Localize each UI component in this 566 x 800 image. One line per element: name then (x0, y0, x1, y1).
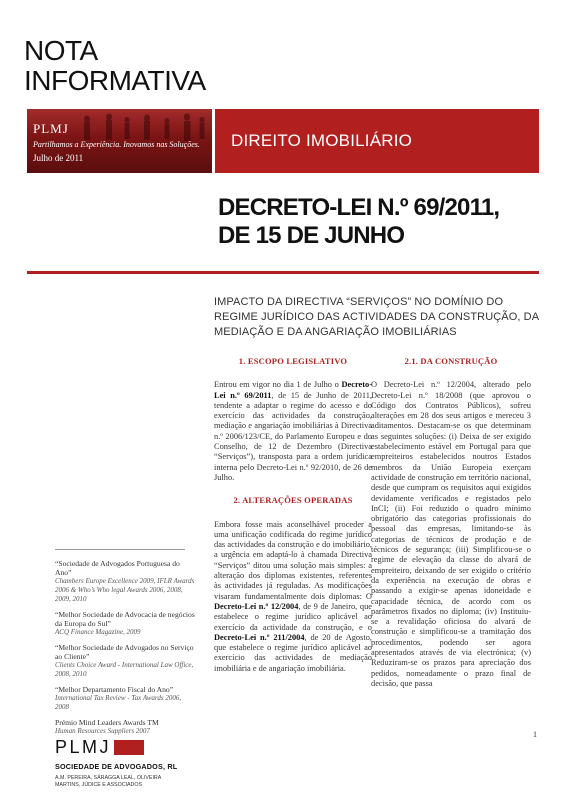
document-title (218, 194, 499, 250)
firm-logo (55, 738, 205, 788)
award-item (55, 643, 195, 679)
award-source: International Tax Review - Tax Awards 2006, 2008 (55, 694, 182, 711)
section-heading-1: 1. ESCOPO LEGISLATIVO (238, 356, 348, 366)
award-item (55, 610, 195, 637)
text-run: Entrou em vigor no dia 1 de Julho o (214, 380, 342, 390)
category-title: DIREITO IMOBILIÁRIO (231, 131, 413, 150)
decree-reference: Decreto-Lei n.º 69/2011 (214, 380, 372, 400)
award-source: ACQ Finance Magazine, 2009 (55, 628, 141, 636)
page-title-line-1: NOTA (24, 35, 98, 66)
banner-photo (27, 109, 212, 173)
banner-category-panel (215, 109, 539, 173)
banner-brand: PLMJ (33, 121, 69, 136)
left-column (214, 356, 372, 686)
banner (27, 109, 539, 173)
banner-tagline: Partilhamos a Experiência. Inovamos nas Soluções. (33, 140, 200, 149)
text-run: , de 20 de Agosto, que estabelece o regime jurídico aplicável ao exercício das actividades de mediação imobiliária e de angariação imobiliária. (214, 632, 372, 673)
section-heading-2: 2. ALTERAÇÕES OPERADAS (233, 495, 353, 506)
section-heading-2-1: 2.1. DA CONSTRUÇÃO (404, 356, 498, 366)
award-source: Chambers Europe Excellence 2009, IFLR Awards 2006 & Who’s Who legal Awards 2006, 2008, 2009, 2010 (55, 577, 195, 603)
logo-word: PLMJ (55, 737, 112, 757)
page-title (24, 36, 206, 96)
text-run: , de 9 de Janeiro, que estabelece o regime jurídico aplicável ao exercício da actividade da construção, e o (214, 601, 372, 632)
decree-reference: Decreto-Lei n.º 12/2004 (214, 601, 299, 611)
page-title-line-2: INFORMATIVA (24, 65, 206, 96)
logo-red-bar (114, 740, 144, 755)
award-item (55, 685, 195, 712)
award-name: “Melhor Sociedade de Advogados no Serviço ao Cliente” (55, 643, 194, 661)
award-item (55, 718, 195, 736)
section-2-1-paragraph: O Decreto-Lei n.º 12/2004, alterado pelo Decreto-Lei n.º 18/2008 (que aprovou o Código dos Contratos Públicos), sofreu alterações em 28 dos seus artigos e mereceu 3 aditamentos. Destacam-se os que determinam as seguintes soluções: (i) Deixa de ser exigido estabelecimento estável em Portugal para que empreiteiros estabelecidos noutros Estados membros da União Europeia exerçam actividade de construção em território nacional, desde que cumpram os requisitos aqui exigidos devidamente verificados e registados pelo InCI; (ii) Foi reduzido o quadro mínimo obrigatório das categorias profissionais do pessoal das empresas, limitando-se às categorias de técnicos de produção e de técnicos de segurança; (iii) Simplificou-se o regime de elevação da classe do alvará de empreiteiro, deixando de ser exigido o critério da experiência na execução de obras e passando a exigir-se apenas idoneidade e capacidade técnica, de acordo com os parâmetros fixados no diploma; (iv) Instituiu-se a revalidação oficiosa do alvará de construção e simplificou-se a tramitação dos procedimentos, podendo ser agora apresentados através de via electrónica; (v) Reduziram-se os prazos para apreciação dos pedidos, nomeadamente o prazo final de decisão, que passa (371, 380, 531, 688)
text-run: , de 15 de Junho de 2011, tendente a adaptar o regime do acesso e do exercício das actividades da construção, mediação e angariação imobiliárias à Directiva n.º 2006/123/CE, do Parlamento Europeu e do Conselho, de 12 de Dezembro (Directiva “Serviços”), transposta para a ordem jurídica interna pelo Decreto-Lei n.º 92/2010, de 26 de Julho. (214, 390, 372, 482)
decree-reference: Decreto-Lei n.º 211/2004 (214, 632, 305, 642)
text-run: Embora fosse mais aconselhável proceder a uma unificação codificada do regime jurídico das actividades da construção e do imobiliário, a urgência em adaptá-lo à chamada Directiva “Serviços” ditou uma solução mais simples: a alteração dos diplomas existentes, referentes às actividades já reguladas. As modificações visaram fundamentalmente dois diplomas: O (214, 519, 372, 601)
award-name: Prémio Mind Leaders Awards TM (55, 718, 159, 727)
firm-partners: A.M. PEREIRA, SÁRAGGA LEAL, OLIVEIRA MARTINS, JÚDICE E ASSOCIADOS (55, 775, 161, 788)
section-divider (27, 271, 539, 274)
firm-name: SOCIEDADE DE ADVOGADOS, RL (55, 762, 178, 771)
awards-divider (55, 549, 185, 550)
page-number: 1 (533, 730, 537, 739)
award-name: “Melhor Sociedade de Advocacia de negócios da Europa do Sul” (55, 610, 195, 628)
award-name: “Melhor Departamento Fiscal do Ano” (55, 685, 174, 694)
award-item (55, 559, 195, 604)
document-title-line-1: DECRETO-LEI N.º 69/2011, (218, 194, 500, 221)
section-1-paragraph (214, 380, 372, 483)
award-source: Clients Choice Award - International Law Office, 2008, 2010 (55, 661, 194, 678)
document-subtitle: IMPACTO DA DIRECTIVA “SERVIÇOS” NO DOMÍNIO DO REGIME JURÍDICO DAS ACTIVIDADES DA CONSTRUÇÃO, DA MEDIAÇÃO E DA ANGARIAÇÃO IMOBILIÁRIAS (214, 296, 539, 338)
document-title-line-2: DE 15 DE JUNHO (218, 222, 405, 249)
section-2-paragraph (214, 520, 372, 674)
right-column (371, 356, 531, 701)
award-source: Human Resources Suppliers 2007 (55, 727, 150, 735)
banner-date: Julho de 2011 (33, 153, 84, 163)
awards-list (55, 559, 195, 742)
logo-mark (55, 738, 205, 756)
award-name: “Sociedade de Advogados Portuguesa do Ano” (55, 559, 180, 577)
